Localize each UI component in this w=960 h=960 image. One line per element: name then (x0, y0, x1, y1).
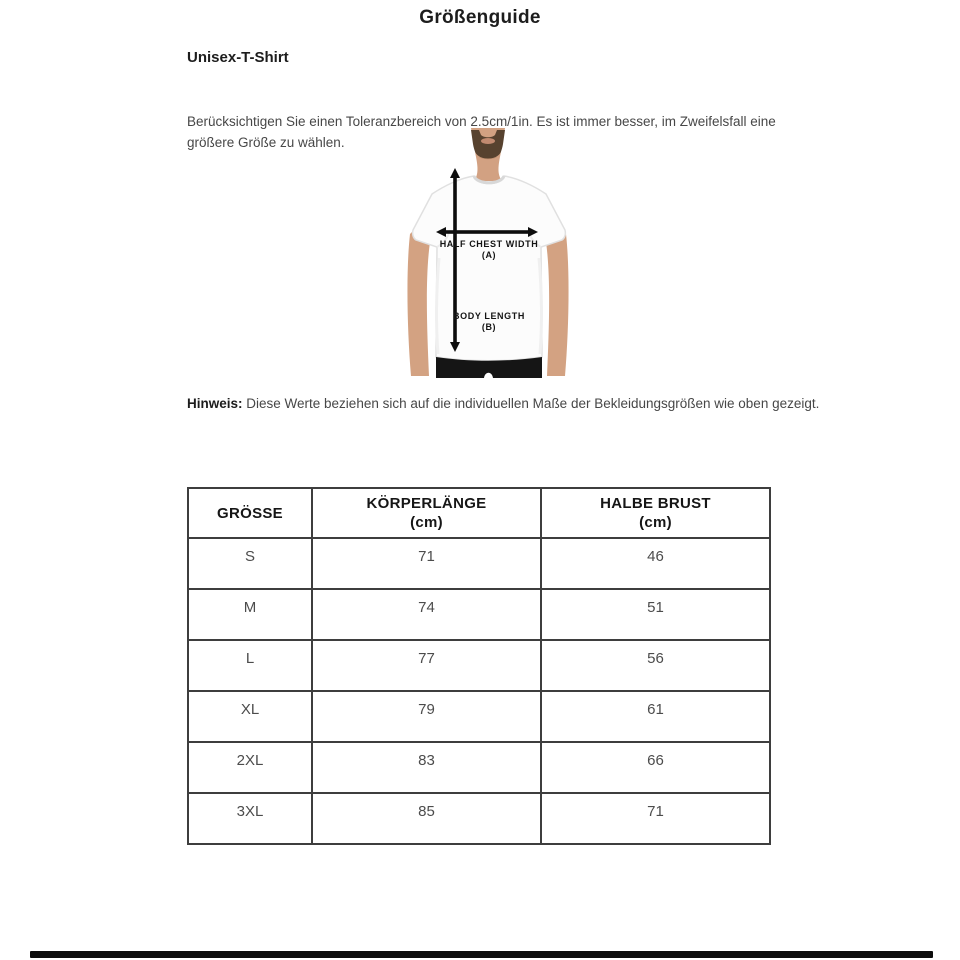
size-table (187, 487, 771, 845)
tshirt-measurement-figure (392, 128, 582, 378)
chest-key-label: (A) (481, 250, 497, 260)
chest-label: HALF CHEST WIDTH (439, 239, 539, 249)
table-row-m (188, 589, 770, 640)
chest-cell: 61 (541, 691, 770, 742)
length-cell: 83 (312, 742, 541, 793)
length-cell: 85 (312, 793, 541, 844)
column-header-koerperlaenge: KÖRPERLÄNGE (cm) (312, 488, 541, 538)
chest-cell: 56 (541, 640, 770, 691)
chest-cell: 71 (541, 793, 770, 844)
lips (481, 138, 495, 144)
chest-cell: 51 (541, 589, 770, 640)
hint-line (187, 396, 827, 411)
page-title: Größenguide (419, 7, 541, 28)
chest-cell: 66 (541, 742, 770, 793)
table-row-3xl (188, 793, 770, 844)
size-cell: 2XL (188, 742, 312, 793)
tolerance-note: Berücksichtigen Sie einen Toleranzbereich von 2.5cm/1in. Es ist immer besser, im Zweifelsfall eine größere Größe zu wählen. (187, 113, 776, 150)
bottom-scrollbar-thumb[interactable] (30, 951, 933, 958)
size-cell: M (188, 589, 312, 640)
left-arm (407, 224, 430, 376)
length-cell: 77 (312, 640, 541, 691)
table-row-xl (188, 691, 770, 742)
size-cell: 3XL (188, 793, 312, 844)
hint-text: Diese Werte beziehen sich auf die individuellen Maße der Bekleidungsgrößen wie oben gezeigt. (242, 395, 820, 411)
size-table-header-row (188, 488, 770, 538)
size-cell: S (188, 538, 312, 589)
length-label: BODY LENGTH (453, 311, 525, 321)
right-arm (546, 224, 569, 376)
column-header-halbe-brust: HALBE BRUST (cm) (541, 488, 770, 538)
column-header-groesse: GRÖSSE (188, 488, 312, 538)
length-key-label: (B) (481, 322, 497, 332)
size-cell: L (188, 640, 312, 691)
product-heading: Unisex-T-Shirt (187, 49, 289, 66)
size-cell: XL (188, 691, 312, 742)
length-cell: 71 (312, 538, 541, 589)
length-cell: 79 (312, 691, 541, 742)
length-cell: 74 (312, 589, 541, 640)
table-row-l (188, 640, 770, 691)
chest-cell: 46 (541, 538, 770, 589)
table-row-s (188, 538, 770, 589)
hint-label: Hinweis: (187, 395, 243, 411)
table-row-2xl (188, 742, 770, 793)
